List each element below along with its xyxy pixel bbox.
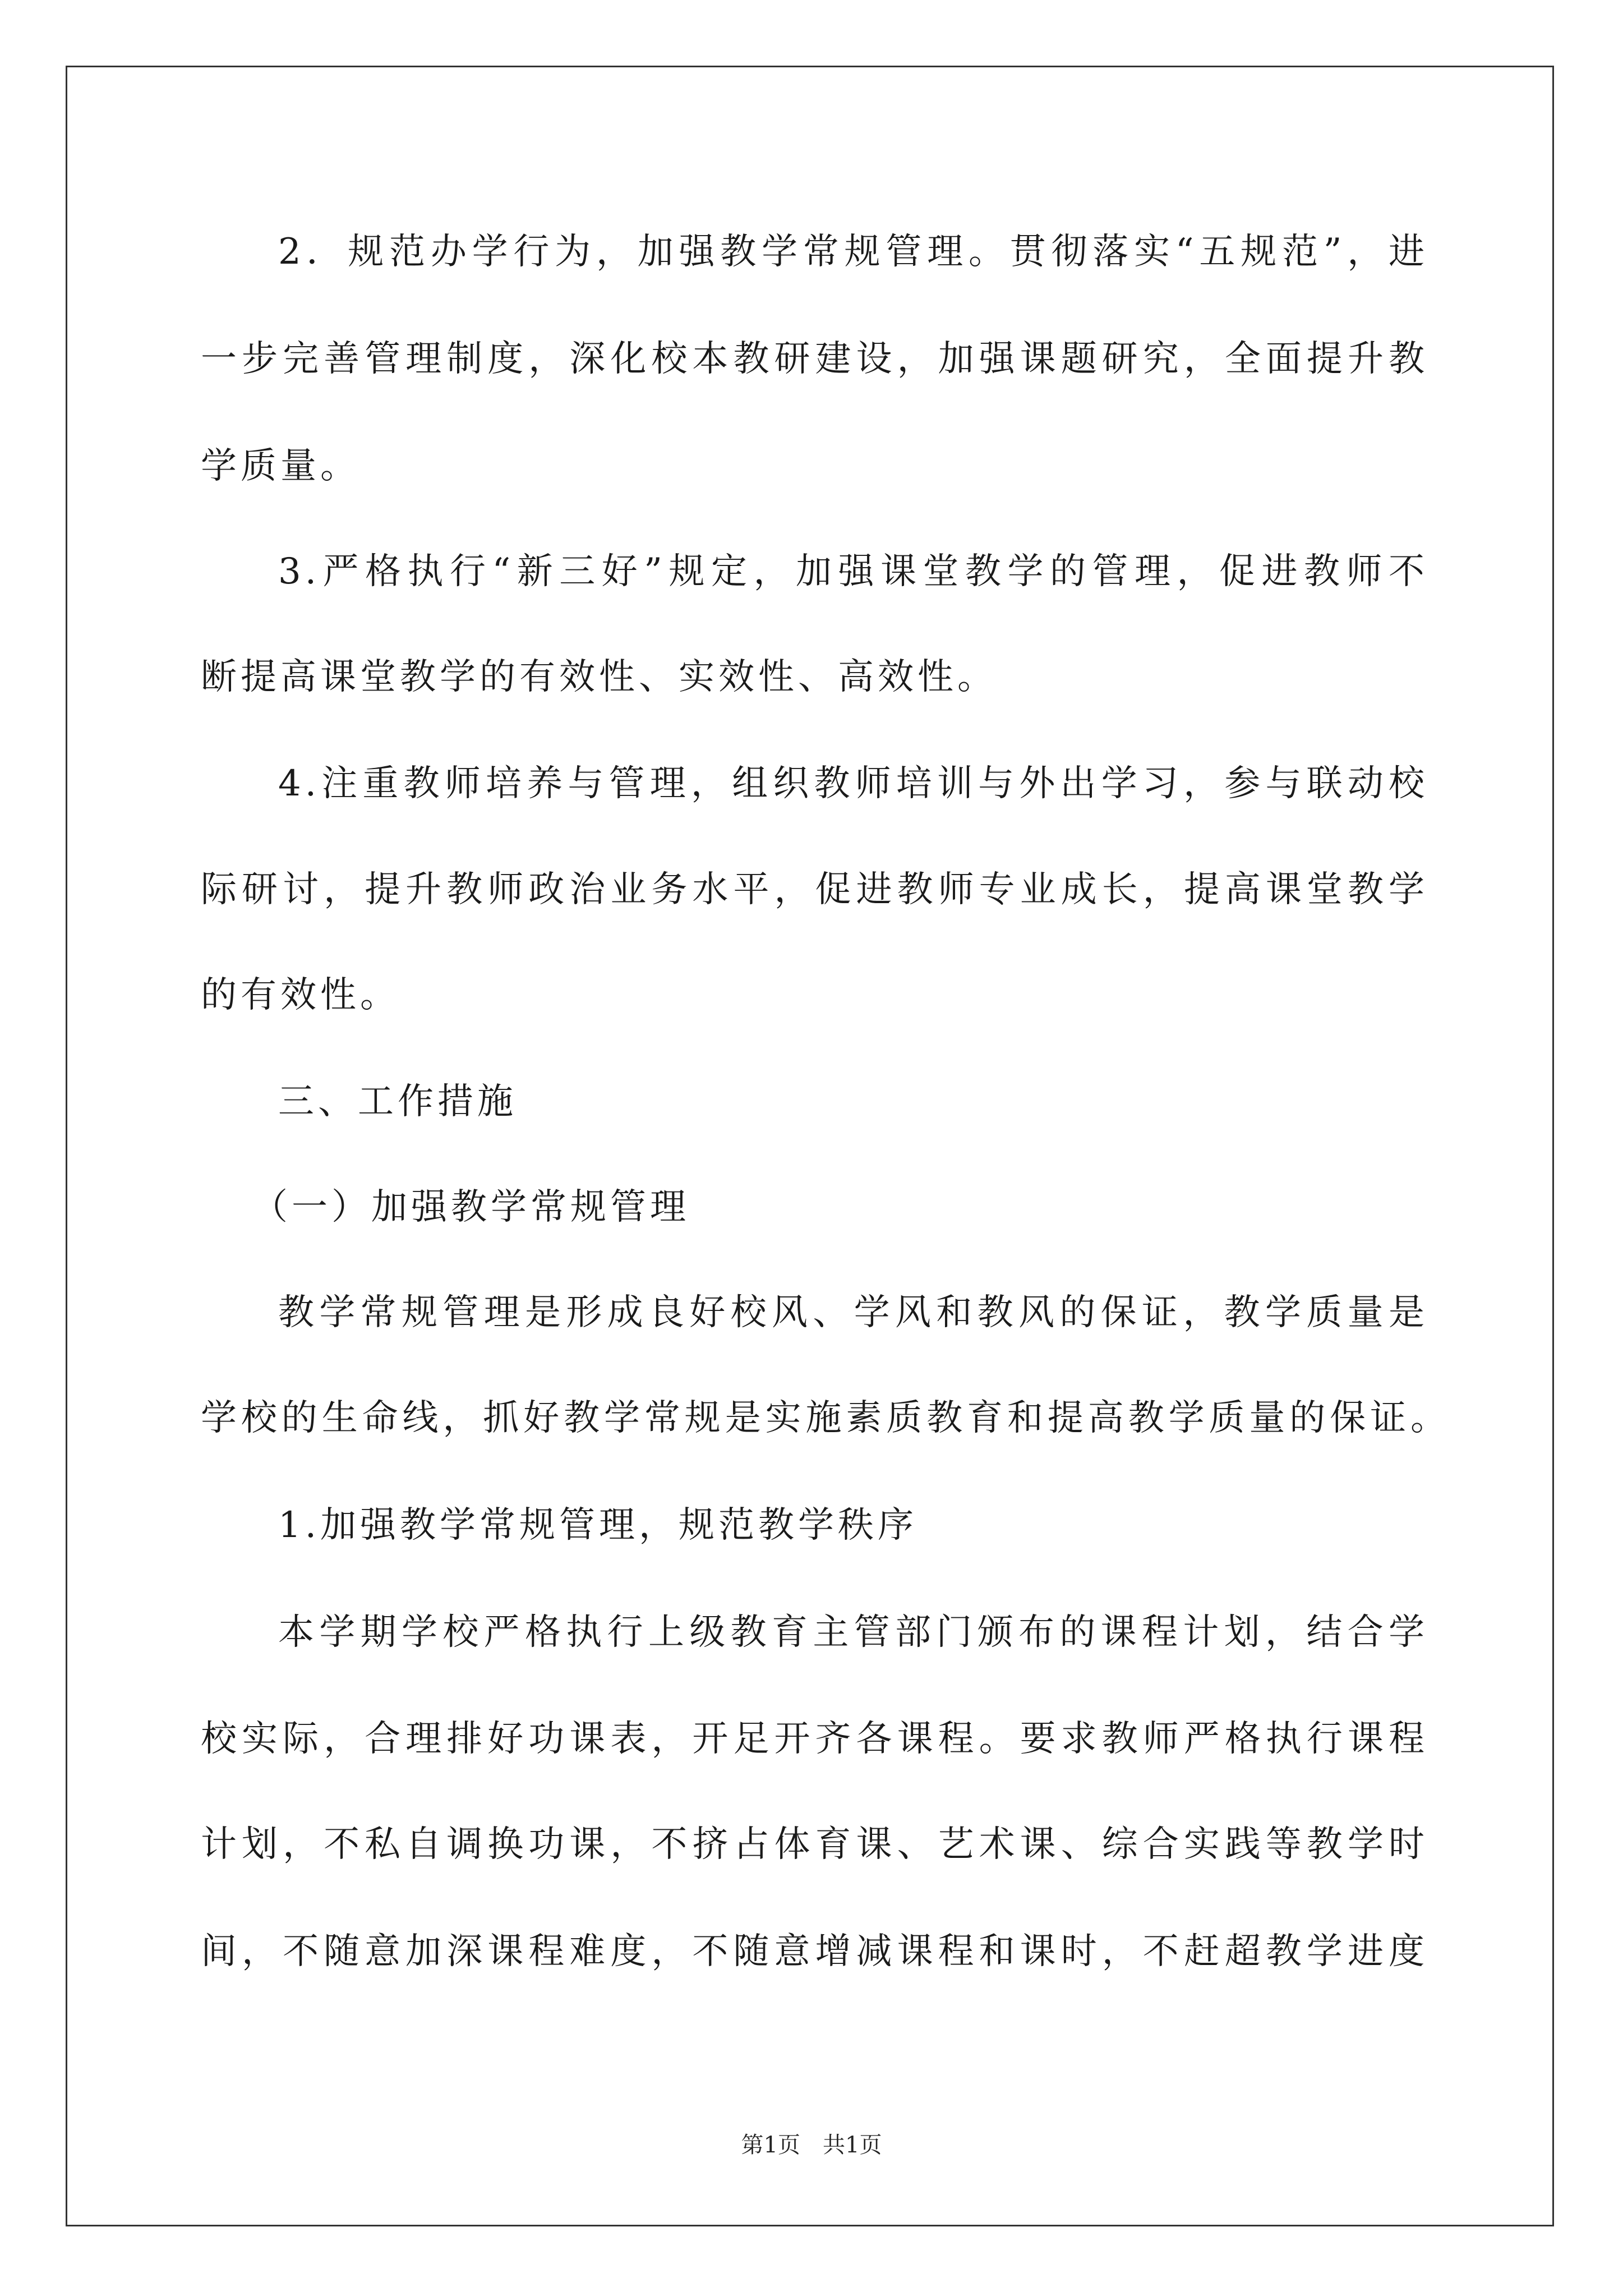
paragraph-line: 计划，不私自调换功课，不挤占体育课、艺术课、综合实践等教学时: [201, 1824, 1428, 1865]
paragraph-line: 间，不随意加深课程难度，不随意增减课程和课时，不赶超教学进度: [201, 1931, 1428, 1972]
section-heading: 三、工作措施: [278, 1081, 517, 1122]
paragraph-line: 学校的生命线，抓好教学常规是实施素质教育和提高教学质量的保证。: [201, 1397, 1450, 1439]
paragraph-line: 4.注重教师培养与管理，组织教师培训与外出学习，参与联动校: [278, 763, 1428, 804]
paragraph-line: 断提高课堂教学的有效性、实效性、高效性。: [201, 656, 997, 698]
paragraph-line: 本学期学校严格执行上级教育主管部门颁布的课程计划，结合学: [278, 1612, 1428, 1653]
paragraph-line: 学质量。: [201, 445, 360, 487]
paragraph-line: 一步完善管理制度，深化校本教研建设，加强课题研究，全面提升教: [201, 338, 1428, 380]
item-heading: 1.加强教学常规管理，规范教学秩序: [278, 1504, 918, 1546]
page-border: [66, 66, 1554, 2226]
paragraph-line: 的有效性。: [201, 974, 400, 1016]
paragraph-line: 际研讨，提升教师政治业务水平，促进教师专业成长，提高课堂教学: [201, 869, 1428, 910]
paragraph-line: 2．规范办学行为，加强教学常规管理。贯彻落实“五规范”，进: [278, 231, 1428, 273]
page-number-footer: 第1页 共1页: [741, 2132, 882, 2158]
paragraph-line: 校实际，合理排好功课表，开足开齐各课程。要求教师严格执行课程: [201, 1718, 1428, 1760]
paragraph-line: 教学常规管理是形成良好校风、学风和教风的保证，教学质量是: [278, 1292, 1428, 1333]
paragraph-line: 3.严格执行“新三好”规定，加强课堂教学的管理，促进教师不: [278, 551, 1428, 592]
subsection-heading: （一）加强教学常规管理: [252, 1186, 690, 1228]
